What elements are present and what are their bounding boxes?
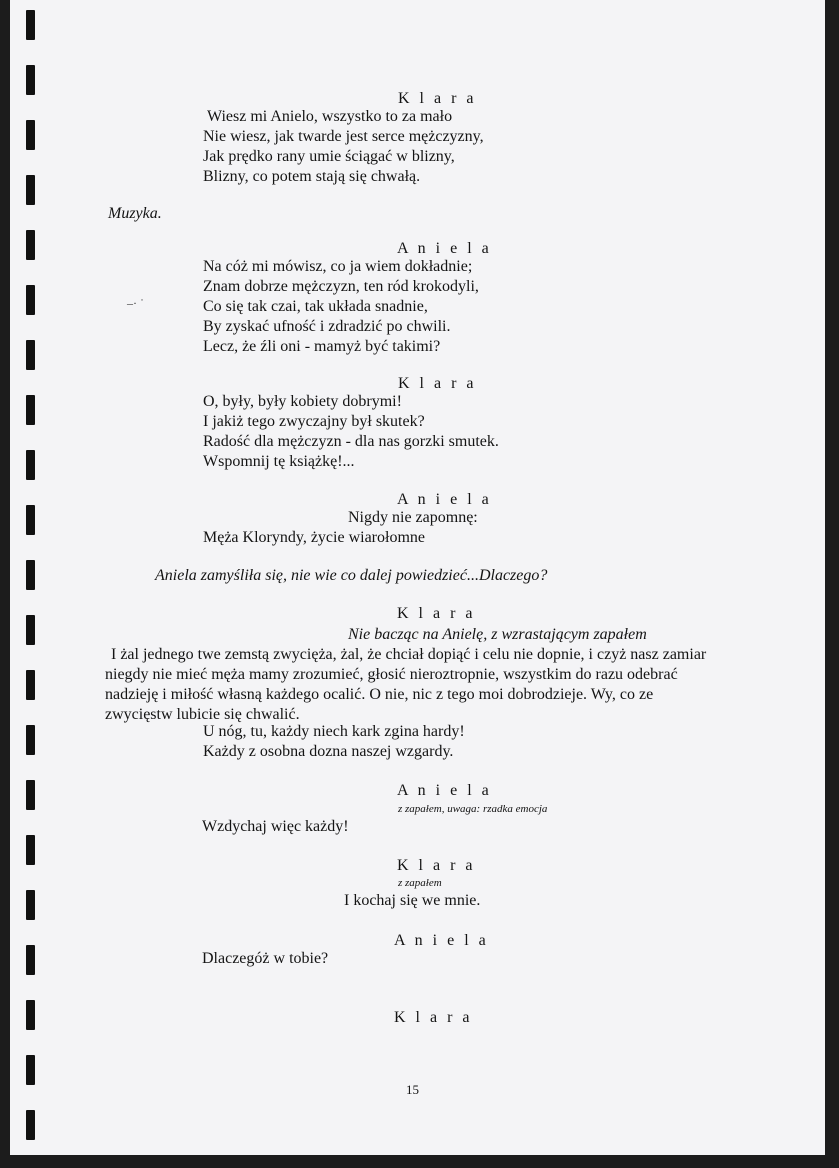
binding-hole — [26, 725, 35, 755]
verse-line: Nie wiesz, jak twarde jest serce mężczyzny, — [203, 128, 484, 145]
verse-line: Dlaczegóż w tobie? — [202, 950, 329, 967]
verse-line: Znam dobrze mężczyzn, ten ród krokodyli, — [203, 278, 479, 295]
verse-line: Na cóż mi mówisz, co ja wiem dokładnie; — [203, 258, 473, 275]
binding-hole — [26, 340, 35, 370]
verse-line: Lecz, że źli oni - mamyż być takimi? — [203, 338, 441, 355]
page-number: 15 — [406, 1082, 419, 1097]
binding-hole — [26, 505, 35, 535]
binding-hole — [26, 670, 35, 700]
prose-line: nadzieję i miłość własną każdego ocalić. O nie, nic z tego moi dobrodzieje. Wy, co ze — [105, 686, 654, 703]
binding-hole — [26, 1000, 35, 1030]
prose-line: I żal jednego twe zemstą zwycięża, żal, że chciał dopiąć i celu nie dopnie, i czyż nasz zamiar — [111, 646, 707, 663]
binding-hole — [26, 560, 35, 590]
speaker-name: A n i e l a — [397, 240, 492, 257]
speaker-name: A n i e l a — [397, 491, 492, 508]
verse-line: Wzdychaj więc każdy! — [202, 818, 349, 835]
stage-direction: Nie bacząc na Anielę, z wzrastającym zapałem — [348, 626, 647, 643]
verse-line: Wspomnij tę książkę!... — [203, 453, 355, 470]
binding-hole — [26, 395, 35, 425]
speaker-name: K l a r a — [397, 857, 476, 874]
binding-hole — [26, 285, 35, 315]
stage-direction: z zapałem — [398, 877, 442, 889]
binding-hole — [26, 450, 35, 480]
verse-line: U nóg, tu, każdy niech kark zgina hardy! — [203, 723, 465, 740]
speaker-name: K l a r a — [394, 1009, 473, 1026]
prose-line: zwycięstw lubicie się chwalić. — [105, 706, 300, 723]
speaker-name: A n i e l a — [397, 782, 492, 799]
scan-mark: –· ˙ — [127, 296, 144, 310]
binding-hole — [26, 890, 35, 920]
binding-hole — [26, 1055, 35, 1085]
verse-line: Męża Kloryndy, życie wiarołomne — [203, 529, 425, 546]
binding-hole — [26, 10, 35, 40]
verse-line: Blizny, co potem stają się chwałą. — [203, 168, 421, 185]
stage-direction: Muzyka. — [108, 205, 162, 222]
binding-hole — [26, 1110, 35, 1140]
binding-hole — [26, 65, 35, 95]
speaker-name: K l a r a — [397, 605, 476, 622]
verse-line: By zyskać ufność i zdradzić po chwili. — [203, 318, 451, 335]
verse-line: Co się tak czai, tak układa snadnie, — [203, 298, 428, 315]
verse-line: Radość dla mężczyzn - dla nas gorzki smutek. — [203, 433, 499, 450]
verse-line: I jakiż tego zwyczajny był skutek? — [203, 413, 425, 430]
spiral-binding — [26, 0, 40, 1168]
binding-hole — [26, 175, 35, 205]
verse-line: I kochaj się we mnie. — [344, 892, 481, 909]
verse-line: O, były, były kobiety dobrymi! — [203, 393, 402, 410]
verse-line: Nigdy nie zapomnę: — [348, 509, 478, 526]
verse-line: Jak prędko rany umie ściągać w blizny, — [203, 148, 455, 165]
binding-hole — [26, 230, 35, 260]
binding-hole — [26, 615, 35, 645]
binding-hole — [26, 945, 35, 975]
verse-line: Każdy z osobna dozna naszej wzgardy. — [203, 743, 454, 760]
speaker-name: K l a r a — [398, 375, 477, 392]
binding-hole — [26, 835, 35, 865]
stage-direction: z zapałem, uwaga: rzadka emocja — [398, 803, 548, 815]
speaker-name: K l a r a — [398, 90, 477, 107]
speaker-name: A n i e l a — [394, 932, 489, 949]
prose-line: niegdy nie mieć męża mamy zrozumieć, głosić nieroztropnie, wszystkim do razu odebrać — [105, 666, 678, 683]
binding-hole — [26, 120, 35, 150]
binding-hole — [26, 780, 35, 810]
verse-line: Wiesz mi Anielo, wszystko to za mało — [207, 108, 453, 125]
stage-direction: Aniela zamyśliła się, nie wie co dalej powiedzieć...Dlaczego? — [155, 567, 548, 584]
